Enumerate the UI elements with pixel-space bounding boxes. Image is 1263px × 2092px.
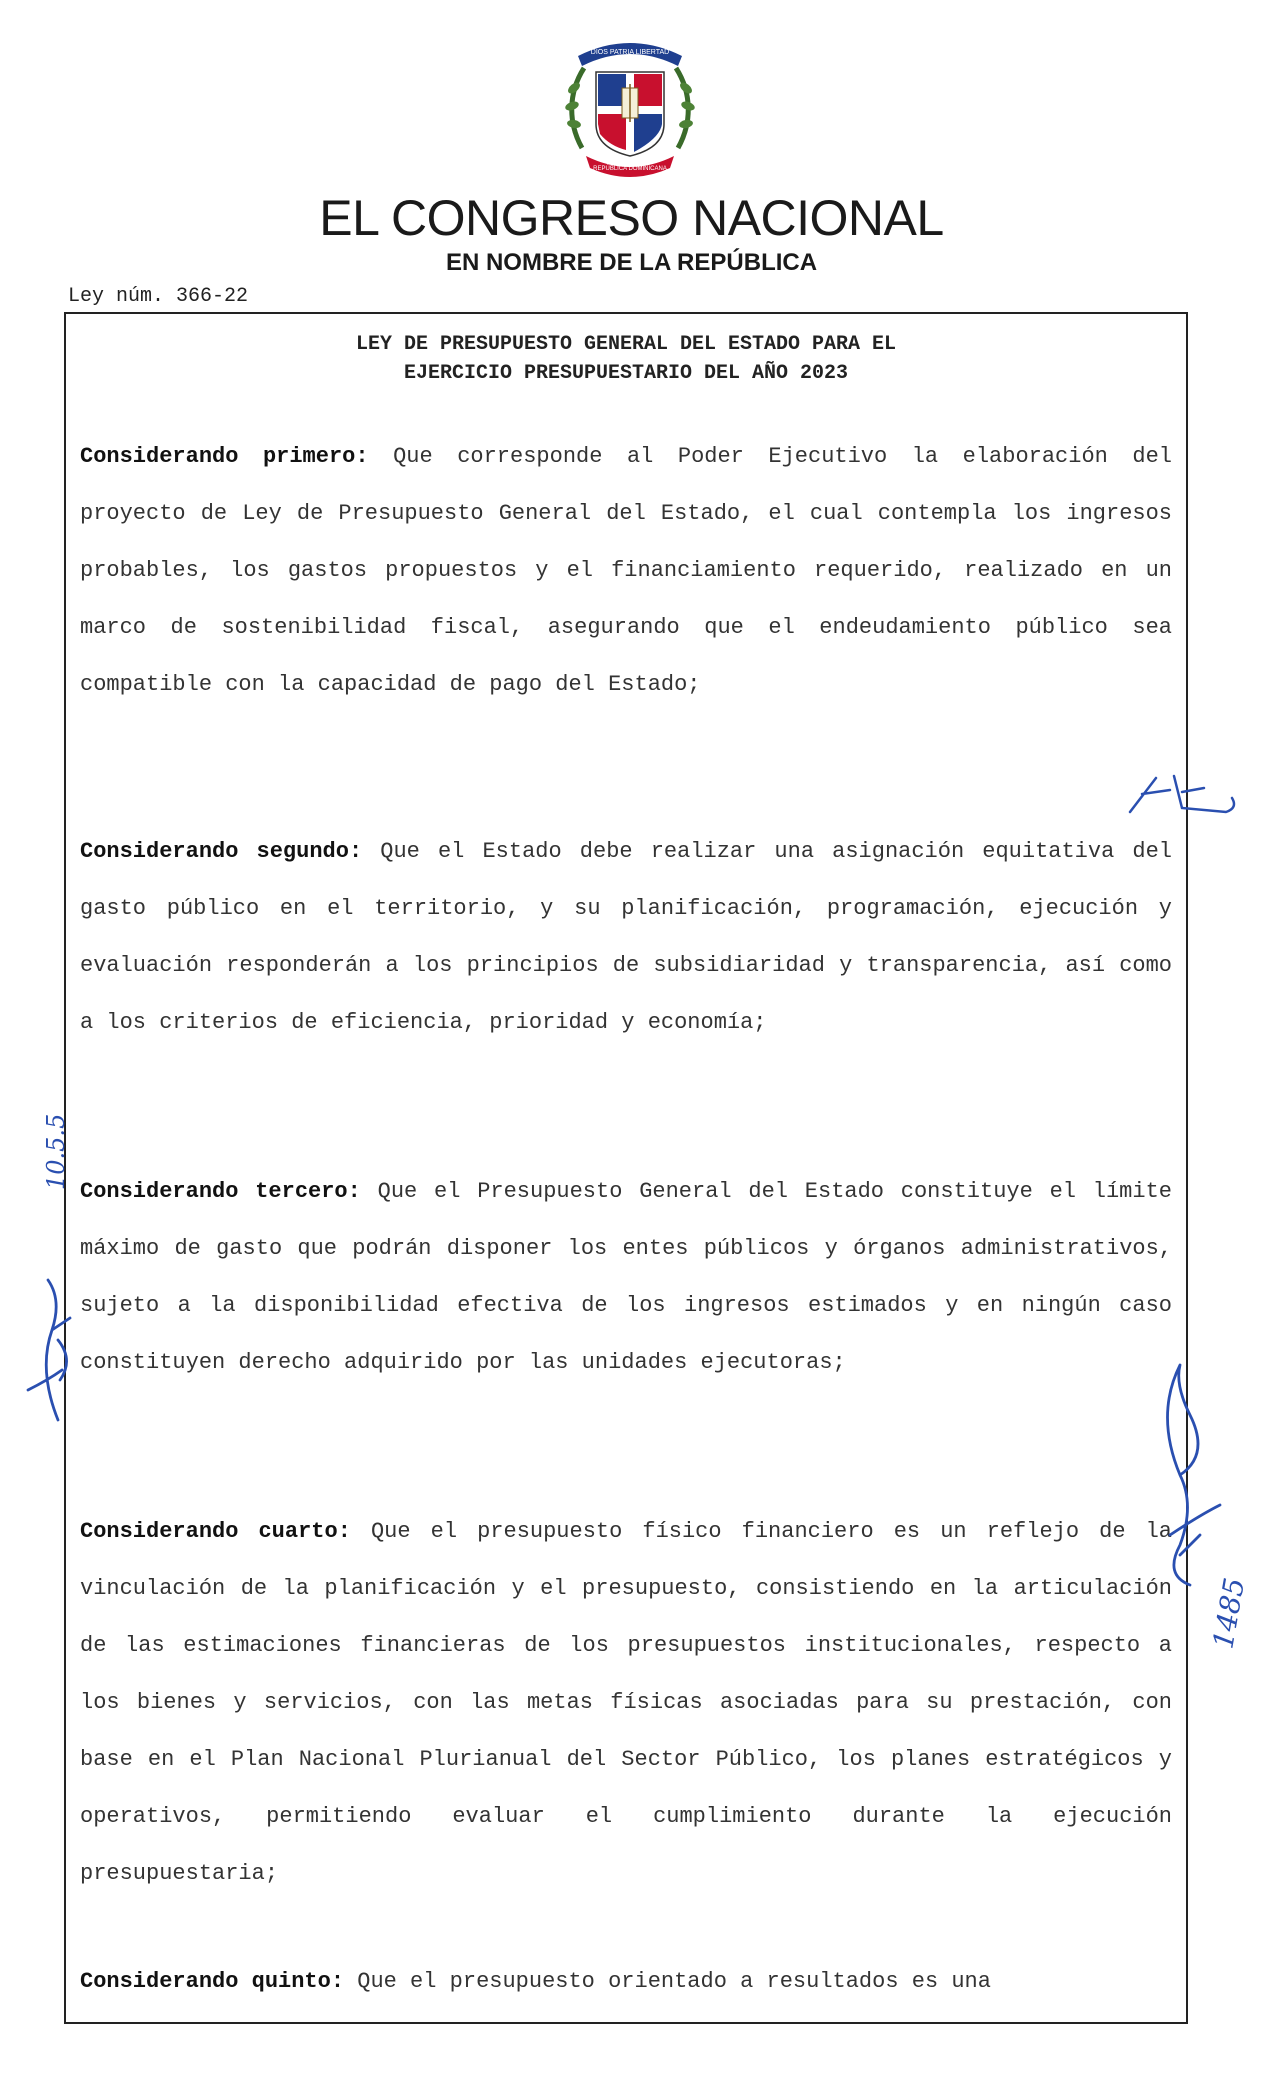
congress-subtitle: EN NOMBRE DE LA REPÚBLICA bbox=[445, 249, 818, 276]
paragraph-text: Que corresponde al Poder Ejecutivo la elaboración del proyecto de Ley de Presupuesto General del Estado, el cual contempla los ingresos probables, los gastos propuestos y el financiamiento requerido, realizado en un marco de sostenibilidad fiscal, asegurando que el endeudamiento público sea compatible con la capacidad de pago del Estado; bbox=[80, 444, 1172, 697]
paragraph-text: Que el Estado debe realizar una asignación equitativa del gasto público en el territorio, y su planificación, programación, ejecución y evaluación responderán a los principios de subsidiaridad y transparencia, así como a los criterios de eficiencia, prioridad y economía; bbox=[80, 839, 1172, 1035]
document-title bbox=[64, 330, 1188, 388]
paragraph-lead: Considerando segundo: bbox=[80, 839, 363, 864]
congress-title: EL CONGRESO NACIONAL bbox=[319, 190, 944, 246]
law-number: Ley núm. 366-22 bbox=[68, 285, 249, 308]
considerando-segundo bbox=[80, 823, 1172, 1051]
handwritten-signature-left bbox=[18, 1270, 78, 1430]
svg-text:1485: 1485 bbox=[1206, 1575, 1252, 1652]
svg-text:10.5.5: 10.5.5 bbox=[42, 1113, 70, 1190]
handwritten-margin-note-left bbox=[36, 1090, 76, 1194]
paragraph-lead: Considerando primero: bbox=[80, 444, 369, 469]
considerando-tercero bbox=[80, 1163, 1172, 1391]
handwritten-number-right bbox=[1196, 1540, 1252, 1660]
coat-of-arms-seal bbox=[560, 28, 700, 178]
document-title-line-1: LEY DE PRESUPUESTO GENERAL DEL ESTADO PARA EL bbox=[355, 333, 897, 356]
document-title-line-2: EJERCICIO PRESUPUESTARIO DEL AÑO 2023 bbox=[403, 362, 849, 385]
paragraph-lead: Considerando quinto: bbox=[80, 1969, 345, 1994]
paragraph-text: Que el Presupuesto General del Estado constituye el límite máximo de gasto que podrán disponer los entes públicos y órganos administrativos, sujeto a la disponibilidad efectiva de los ingresos estimados y en ningún caso constituyen derecho adquirido por las unidades ejecutoras; bbox=[80, 1179, 1172, 1375]
considerando-quinto bbox=[80, 1953, 1172, 2010]
handwritten-initials-top-right bbox=[1122, 768, 1246, 824]
considerando-primero bbox=[80, 428, 1172, 713]
paragraph-lead: Considerando cuarto: bbox=[80, 1519, 351, 1544]
svg-text:DIOS PATRIA LIBERTAD: DIOS PATRIA LIBERTAD bbox=[590, 49, 670, 56]
considerando-cuarto bbox=[80, 1503, 1172, 1902]
paragraph-lead: Considerando tercero: bbox=[80, 1179, 361, 1204]
paragraph-text: Que el presupuesto físico financiero es un reflejo de la vinculación de la planificación y el presupuesto, consistiendo en la articulación de las estimaciones financieras de los presupuestos institucionales, respecto a los bienes y servicios, con las metas físicas asociadas para su prestación, con base en el Plan Nacional Plurianual del Sector Público, los planes estratégicos y operativos, permitiendo evaluar el cumplimiento durante la ejecución presupuestaria; bbox=[80, 1519, 1172, 1886]
svg-text:REPÚBLICA DOMINICANA: REPÚBLICA DOMINICANA bbox=[593, 166, 667, 172]
paragraph-text: Que el presupuesto orientado a resultados es una bbox=[344, 1969, 991, 1994]
